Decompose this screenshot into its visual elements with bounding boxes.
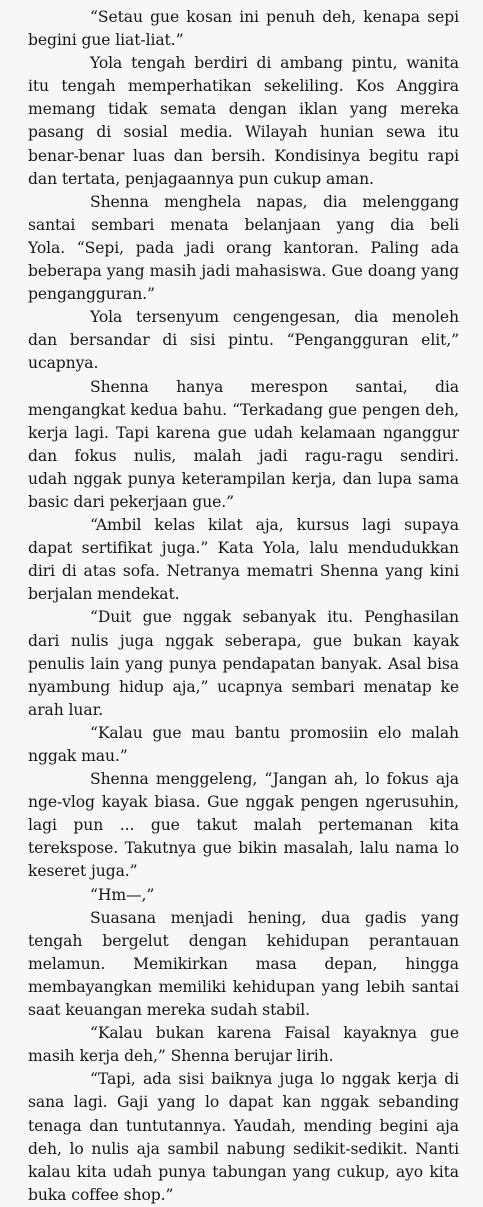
text-line: Suasana menjadi hening, dua gadis yang [90,908,459,927]
text-line: melamun. Memikirkan masa depan, hingga [28,954,459,973]
text-line: “Ambil kelas kilat aja, kursus lagi supaya [90,516,459,535]
text-line: sana lagi. Gaji yang lo dapat kan nggak sebanding [28,1093,459,1112]
partial-next-line [28,1192,459,1200]
text-line: lagi pun ... gue takut malah pertemanan kita [28,816,459,835]
text-line: “Duit gue nggak sebanyak itu. Penghasilan [90,608,459,627]
text-line: itu tengah memperhatikan sekeliling. Kos Anggira [28,77,459,96]
text-line: Shenna menggeleng, “Jangan ah, lo fokus aja [90,770,459,789]
text-line: tenaga dan tuntutannya. Yaudah, mending begini aja [28,1116,459,1135]
text-line: arah luar. [28,700,104,719]
text-line: nggak mau.” [28,747,128,765]
text-line: santai sembari menata belanjaan yang dia beli [28,215,459,234]
text-line: dan bersandar di sisi pintu. “Pengangguran elit,” [28,331,459,350]
text-line: deh, lo nulis aja sambil nabung sedikit-sedikit. Nanti [28,1139,459,1158]
text-line: Shenna hanya merespon santai, dia [90,377,459,396]
text-line: Yola tengah berdiri di ambang pintu, wanita [90,54,459,73]
text-line: kerja lagi. Tapi karena gue udah kelamaan nganggur [28,423,459,442]
text-line: memang tidak semata dengan iklan yang mereka [28,100,459,119]
text-line: diri di atas sofa. Netranya mematri Shenna yang kini [28,562,459,581]
text-line: keseret juga.” [28,862,138,881]
text-line: udah nggak punya keterampilan kerja, dan lupa sama [28,469,459,488]
text-line: buka coffee shop.” [28,1185,174,1204]
text-line: dari nulis juga nggak seberapa, gue bukan kayak [28,631,459,650]
text-line: Yola. “Sepi, pada jadi orang kantoran. Paling ada [28,238,459,257]
text-line: membayangkan memiliki kehidupan yang lebih santai [28,977,459,996]
text-line: pasang di sosial media. Wilayah hunian sewa itu [28,123,459,142]
text-line: masih kerja deh,” Shenna berujar lirih. [28,1047,334,1066]
text-line: “Kalau bukan karena Faisal kayaknya gue [90,1024,459,1043]
text-line: berjalan mendekat. [28,585,180,604]
text-line: “Hm—,” [90,885,155,904]
text-line: saat keuangan mereka sudah stabil. [28,1001,310,1020]
text-line: “Tapi, ada sisi baiknya juga lo nggak kerja di [90,1070,459,1089]
text-line: mengangkat kedua bahu. “Terkadang gue pengen deh, [28,400,459,419]
text-line: Shenna menghela napas, dia melenggang [90,192,459,211]
text-line: Yola tersenyum cengengesan, dia menoleh [90,308,459,327]
text-line: kalau kita udah punya tabungan yang cukup, ayo kita [28,1162,459,1181]
text-line: begini gue liat-liat.” [28,31,184,50]
text-line: terekspose. Takutnya gue bikin masalah, lalu nama lo [28,839,459,858]
text-line: dan tertata, penjagaannya pun cukup aman. [28,169,374,188]
text-line: dapat sertifikat juga.” Kata Yola, lalu mendudukkan [28,539,459,558]
story-text [28,6,459,1207]
text-line: beberapa yang masih jadi mahasiswa. Gue doang yang [28,262,459,281]
text-line: pengangguran.” [28,285,155,304]
text-line: “Kalau gue mau bantu promosiin elo malah [90,723,459,742]
text-line: “Setau gue kosan ini penuh deh, kenapa sepi [90,8,459,26]
text-line: penulis lain yang punya pendapatan banyak. Asal bisa [28,654,459,673]
text-line: benar-benar luas dan bersih. Kondisinya begitu rapi [28,146,459,165]
text-line: basic dari pekerjaan gue.” [28,492,234,511]
text-line: nge-vlog kayak biasa. Gue nggak pengen ngerusuhin, [28,793,459,812]
text-line: ucapnya. [28,354,99,373]
text-line: dan fokus nulis, malah jadi ragu-ragu sendiri. [28,446,459,465]
text-line-cutoff [28,1192,459,1200]
text-line: nyambung hidup aja,” ucapnya sembari menatap ke [28,677,459,696]
text-line: tengah bergelut dengan kehidupan perantauan [28,931,459,950]
